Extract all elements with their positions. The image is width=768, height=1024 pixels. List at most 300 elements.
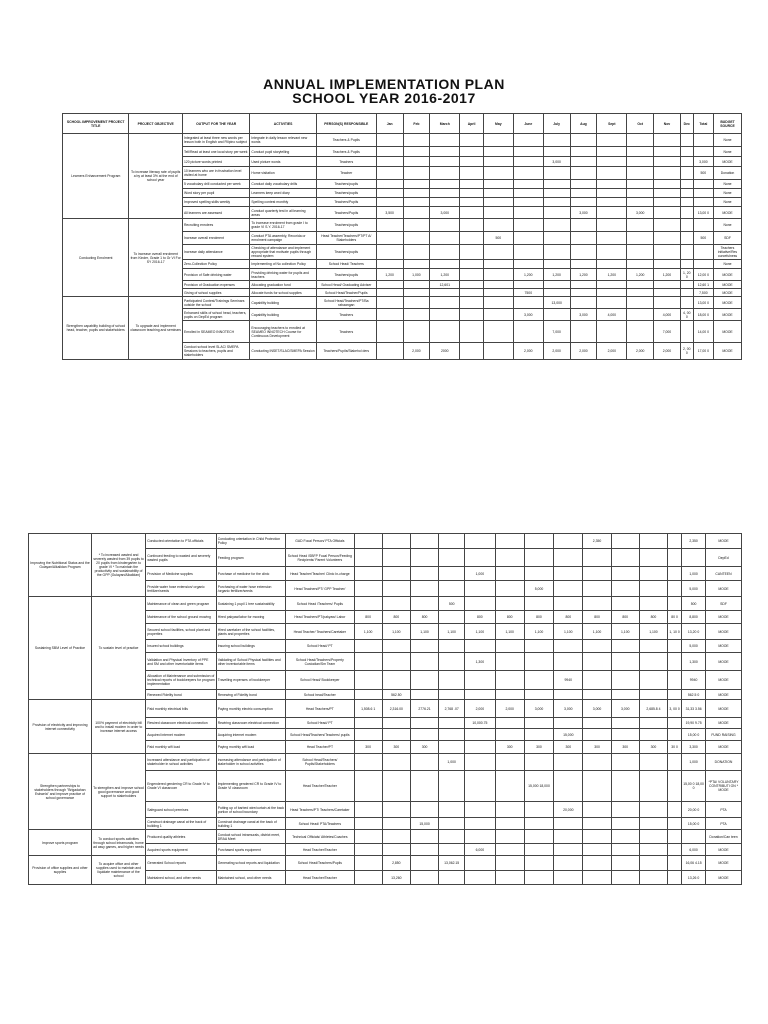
month-amount-cell — [570, 157, 597, 167]
month-amount-cell — [543, 232, 570, 245]
responsible-cell: Teachers/pupils — [316, 269, 376, 281]
month-amount-cell — [654, 297, 681, 309]
responsible-cell: School Head/Teachers/Property Custodian/Sm Team — [286, 653, 354, 671]
month-amount-cell — [668, 640, 682, 653]
month-amount-cell — [570, 260, 597, 269]
month-amount-cell: 1,300 — [465, 653, 495, 671]
month-amount-cell — [465, 830, 495, 844]
output-cell: Integrated at least three new words per lesson both in English and Filipino subject — [182, 134, 249, 147]
responsible-cell: School Head/ Graduating Adviser — [316, 281, 376, 289]
output-cell: Tell/Read at least one local story per week — [182, 147, 249, 157]
month-amount-cell: 30 0 — [668, 741, 682, 754]
activity-cell: Capability building — [250, 297, 316, 309]
month-amount-cell — [554, 844, 583, 856]
month-amount-cell — [668, 581, 682, 597]
responsible-cell: School head/Teacher — [286, 690, 354, 700]
column-header: June — [513, 114, 543, 134]
month-amount-cell — [597, 134, 627, 147]
month-amount-cell — [439, 534, 465, 549]
month-amount-cell — [597, 260, 627, 269]
total-cell: 3,300 — [682, 741, 706, 754]
month-amount-cell — [627, 309, 654, 321]
activity-cell: Conduct daily vocabulary drills — [250, 180, 316, 189]
month-amount-cell — [554, 549, 583, 567]
month-amount-cell — [483, 198, 513, 207]
month-amount-cell — [354, 856, 382, 871]
project-title-cell: Strengthen partnerships to stakeholders through "Brigadahan Eskwela" and improve practice of school governance — [29, 754, 92, 830]
month-amount-cell — [410, 754, 438, 771]
month-amount-cell — [611, 729, 639, 741]
month-amount-cell: 1, 10 0 — [668, 624, 682, 640]
month-amount-cell: 300 — [524, 741, 553, 754]
total-cell: 15,00 0 — [682, 729, 706, 741]
month-amount-cell — [495, 729, 524, 741]
month-amount-cell — [668, 534, 682, 549]
project-objective-cell: To increase literacy rate of pupils a by at least 3% at the end of school year — [129, 134, 183, 219]
month-amount-cell — [439, 690, 465, 700]
project-title-cell: Sustaining SBM Level of Practice — [29, 597, 92, 700]
month-amount-cell — [382, 671, 410, 690]
activity-cell: Conducting INSET/SLAC/SMEPA Session — [250, 343, 316, 360]
month-amount-cell — [554, 830, 583, 844]
responsible-cell: School Head/Teachers/Pupils — [286, 856, 354, 871]
month-amount-cell: 800 — [495, 611, 524, 624]
project-title-cell: Improve sports program — [29, 830, 92, 856]
month-amount-cell — [611, 856, 639, 871]
month-amount-cell — [654, 189, 681, 198]
month-amount-cell — [627, 167, 654, 180]
month-amount-cell — [611, 754, 639, 771]
project-objective-cell: To sustain level of practice — [91, 597, 145, 700]
month-amount-cell: 1,000 — [439, 754, 465, 771]
month-amount-cell: 2,685.8 4 — [639, 700, 667, 718]
month-amount-cell — [460, 219, 484, 232]
project-title-cell: Provision of office supplies and other supplies — [29, 856, 92, 885]
month-amount-cell — [465, 802, 495, 818]
month-amount-cell — [376, 219, 403, 232]
total-cell — [682, 830, 706, 844]
month-amount-cell — [430, 157, 460, 167]
month-amount-cell — [627, 281, 654, 289]
month-amount-cell — [382, 729, 410, 741]
month-amount-cell — [680, 289, 693, 297]
month-amount-cell — [403, 245, 430, 260]
month-amount-cell — [495, 771, 524, 802]
month-amount-cell — [513, 281, 543, 289]
month-amount-cell — [439, 802, 465, 818]
month-amount-cell: 3,000 — [543, 157, 570, 167]
activity-cell: Acquiring internet modem — [216, 729, 285, 741]
month-amount-cell — [668, 671, 682, 690]
column-header: Jan — [376, 114, 403, 134]
month-amount-cell: 80 0 — [668, 611, 682, 624]
month-amount-cell — [410, 856, 438, 871]
month-amount-cell — [680, 189, 693, 198]
month-amount-cell — [460, 269, 484, 281]
responsible-cell: School Head/ Bookkeeper — [286, 671, 354, 690]
column-header: Dec — [680, 114, 693, 134]
responsible-cell: School Head/ PTA/Teachers — [286, 818, 354, 830]
activity-cell: Generating school reports and liquidation — [216, 856, 285, 871]
month-amount-cell — [611, 844, 639, 856]
month-amount-cell: 3, 00 0 — [668, 700, 682, 718]
month-amount-cell — [597, 232, 627, 245]
month-amount-cell — [354, 653, 382, 671]
month-amount-cell — [583, 844, 611, 856]
month-amount-cell — [354, 597, 382, 611]
total-cell: 500 — [693, 232, 713, 245]
responsible-cell: School Head /SBFP Focal Person/Feeding Recipients/ Parent Volunteers — [286, 549, 354, 567]
month-amount-cell — [439, 830, 465, 844]
activity-cell: Providing drinking water for pupils and teachers — [250, 269, 316, 281]
total-cell: 6,000 — [682, 844, 706, 856]
month-amount-cell: 2,000 — [543, 343, 570, 360]
month-amount-cell — [410, 549, 438, 567]
month-amount-cell — [668, 856, 682, 871]
month-amount-cell — [554, 690, 583, 700]
month-amount-cell — [570, 281, 597, 289]
month-amount-cell — [495, 567, 524, 581]
month-amount-cell: 800 — [639, 611, 667, 624]
budget-source-cell: None — [714, 260, 742, 269]
output-cell: Generated School reports — [146, 856, 217, 871]
month-amount-cell — [410, 830, 438, 844]
project-objective-cell: To strengthen and improve school good governance and good support to stakeholders — [91, 754, 145, 830]
activity-cell: Conduct quarterly test in all learning areas — [250, 207, 316, 219]
output-cell: Provision of Safe drinking water — [182, 269, 249, 281]
total-cell: 8,800 — [682, 611, 706, 624]
month-amount-cell — [654, 245, 681, 260]
month-amount-cell — [430, 232, 460, 245]
activity-cell: To increase enrolment from grade I to grade VI S.Y. 2016-17 — [250, 219, 316, 232]
month-amount-cell — [354, 640, 382, 653]
budget-source-cell: MOOE — [706, 640, 742, 653]
month-amount-cell — [570, 232, 597, 245]
month-amount-cell — [543, 189, 570, 198]
project-title-cell: Improving the Nutritional Status and the Gulayan/Alkalidan Program — [29, 534, 92, 597]
month-amount-cell — [410, 581, 438, 597]
month-amount-cell — [439, 671, 465, 690]
month-amount-cell: 500 — [439, 597, 465, 611]
month-amount-cell — [597, 321, 627, 343]
month-amount-cell — [513, 321, 543, 343]
column-header: PERSON(S) RESPONSIBLE — [316, 114, 376, 134]
month-amount-cell — [680, 207, 693, 219]
month-amount-cell — [495, 671, 524, 690]
month-amount-cell — [583, 856, 611, 871]
month-amount-cell — [668, 871, 682, 885]
month-amount-cell — [668, 802, 682, 818]
month-amount-cell: 2,000 — [627, 343, 654, 360]
month-amount-cell — [410, 534, 438, 549]
output-cell: Recruiting enrolees — [182, 219, 249, 232]
activity-cell: Validating of School Physical facilities and other inventoriable items — [216, 653, 285, 671]
month-amount-cell: 1,100 — [410, 624, 438, 640]
output-cell: Enhanced skills of school head, teachers, pupils on DepEd program — [182, 309, 249, 321]
month-amount-cell — [554, 771, 583, 802]
month-amount-cell — [680, 198, 693, 207]
month-amount-cell — [570, 321, 597, 343]
budget-source-cell: MOOE — [714, 309, 742, 321]
month-amount-cell: 1,200 — [513, 269, 543, 281]
month-amount-cell — [439, 818, 465, 830]
total-cell: 5,000 — [682, 581, 706, 597]
month-amount-cell — [627, 157, 654, 167]
project-objective-cell: To upgrade and implement classroom teaching and seminars — [129, 297, 183, 360]
month-amount-cell — [376, 134, 403, 147]
budget-source-cell: MOOE — [706, 871, 742, 885]
month-amount-cell — [483, 189, 513, 198]
table-row — [29, 534, 742, 549]
total-cell: 5,000 — [682, 640, 706, 653]
month-amount-cell — [680, 167, 693, 180]
month-amount-cell — [483, 297, 513, 309]
month-amount-cell: 3,000 — [524, 700, 553, 718]
month-amount-cell — [524, 729, 553, 741]
month-amount-cell — [439, 771, 465, 802]
month-amount-cell: 300 — [354, 741, 382, 754]
budget-source-cell: MOOE — [714, 343, 742, 360]
project-objective-cell: 100% payment of electricity bill and to install modem in order to increase internet access — [91, 700, 145, 754]
month-amount-cell — [583, 830, 611, 844]
month-amount-cell — [465, 640, 495, 653]
month-amount-cell — [439, 741, 465, 754]
month-amount-cell: 6,000 — [465, 844, 495, 856]
month-amount-cell — [460, 289, 484, 297]
month-amount-cell — [680, 180, 693, 189]
total-cell: 13,00 0 — [693, 297, 713, 309]
month-amount-cell — [403, 147, 430, 157]
month-amount-cell — [460, 189, 484, 198]
budget-source-cell: MOOE — [706, 844, 742, 856]
responsible-cell: GAD Focal Person/ PTA Officials — [286, 534, 354, 549]
month-amount-cell — [524, 671, 553, 690]
budget-source-cell: Teachers initiative/Res ourcefulness — [714, 245, 742, 260]
total-cell — [693, 219, 713, 232]
month-amount-cell — [639, 597, 667, 611]
month-amount-cell — [382, 653, 410, 671]
month-amount-cell — [543, 207, 570, 219]
implementation-plan-table-1 — [62, 113, 742, 360]
month-amount-cell: 1,100 — [583, 624, 611, 640]
month-amount-cell — [639, 729, 667, 741]
month-amount-cell: 1,100 — [382, 624, 410, 640]
output-cell: Produced quality athletes — [146, 830, 217, 844]
month-amount-cell — [570, 297, 597, 309]
month-amount-cell — [354, 549, 382, 567]
activity-cell: Capability building — [250, 309, 316, 321]
month-amount-cell — [513, 207, 543, 219]
month-amount-cell — [570, 219, 597, 232]
month-amount-cell — [639, 671, 667, 690]
project-title-cell: Conducting Enrolment — [63, 219, 129, 297]
month-amount-cell — [654, 219, 681, 232]
responsible-cell: Teachers/pupils — [316, 245, 376, 260]
month-amount-cell — [376, 147, 403, 157]
doc-title: ANNUAL IMPLEMENTATION PLAN — [263, 76, 505, 92]
month-amount-cell: 2,350 — [583, 534, 611, 549]
month-amount-cell — [460, 232, 484, 245]
month-amount-cell — [495, 856, 524, 871]
month-amount-cell: 3,000 — [611, 700, 639, 718]
month-amount-cell — [554, 653, 583, 671]
month-amount-cell: 3,000 — [430, 207, 460, 219]
month-amount-cell: 2,000 — [403, 343, 430, 360]
month-amount-cell — [403, 180, 430, 189]
column-header: Nov — [654, 114, 681, 134]
output-cell: Provision of Medicine supplies — [146, 567, 217, 581]
month-amount-cell — [465, 690, 495, 700]
output-cell: Increased attendance and participation of stakeholder in school activities — [146, 754, 217, 771]
month-amount-cell — [410, 844, 438, 856]
column-header: Feb — [403, 114, 430, 134]
implementation-plan-table-2 — [28, 533, 742, 885]
month-amount-cell — [654, 147, 681, 157]
month-amount-cell — [403, 289, 430, 297]
month-amount-cell: 1,200 — [543, 269, 570, 281]
month-amount-cell — [483, 157, 513, 167]
total-cell: 3,000 — [693, 157, 713, 167]
month-amount-cell — [680, 147, 693, 157]
month-amount-cell — [354, 567, 382, 581]
month-amount-cell — [513, 260, 543, 269]
month-amount-cell: 2000 — [430, 343, 460, 360]
month-amount-cell — [611, 581, 639, 597]
month-amount-cell: 1,200 — [376, 269, 403, 281]
month-amount-cell — [543, 167, 570, 180]
output-cell: Maintenance of the school ground mowing — [146, 611, 217, 624]
month-amount-cell — [513, 180, 543, 189]
activity-cell: Purchase of medicine for the clinic — [216, 567, 285, 581]
month-amount-cell — [460, 281, 484, 289]
month-amount-cell — [495, 754, 524, 771]
month-amount-cell — [668, 597, 682, 611]
month-amount-cell — [465, 534, 495, 549]
month-amount-cell — [524, 754, 553, 771]
budget-source-cell: Donation/Can teen — [706, 830, 742, 844]
month-amount-cell — [627, 147, 654, 157]
month-amount-cell: 7500 — [513, 289, 543, 297]
column-header: Oct — [627, 114, 654, 134]
month-amount-cell — [376, 343, 403, 360]
month-amount-cell — [403, 219, 430, 232]
month-amount-cell — [460, 167, 484, 180]
month-amount-cell — [382, 844, 410, 856]
responsible-cell: Head Teacher/Teacher/ Clinic In-charge — [286, 567, 354, 581]
month-amount-cell — [554, 718, 583, 729]
month-amount-cell — [430, 134, 460, 147]
activity-cell: Conduct school intramurals, district meet, DRAA Meet — [216, 830, 285, 844]
month-amount-cell — [513, 134, 543, 147]
month-amount-cell — [583, 653, 611, 671]
month-amount-cell — [668, 653, 682, 671]
month-amount-cell — [376, 232, 403, 245]
output-cell: Safeguard school premises — [146, 802, 217, 818]
month-amount-cell — [680, 157, 693, 167]
month-amount-cell — [597, 180, 627, 189]
total-cell: 18,00 0 — [693, 309, 713, 321]
responsible-cell: Teachers/pupils — [316, 189, 376, 198]
month-amount-cell — [495, 818, 524, 830]
month-amount-cell: 3,000 — [570, 207, 597, 219]
month-amount-cell: 9940 — [554, 671, 583, 690]
month-amount-cell — [376, 309, 403, 321]
activity-cell: Conducting orientation in Child Protection Policy — [216, 534, 285, 549]
month-amount-cell: 2, 00 0 — [680, 343, 693, 360]
month-amount-cell — [382, 567, 410, 581]
activity-cell: Paying monthly electric consumption — [216, 700, 285, 718]
month-amount-cell — [627, 232, 654, 245]
month-amount-cell — [570, 289, 597, 297]
month-amount-cell — [382, 830, 410, 844]
month-amount-cell — [654, 134, 681, 147]
month-amount-cell — [410, 567, 438, 581]
output-cell: Zero-Collection Policy — [182, 260, 249, 269]
month-amount-cell: 300 — [583, 741, 611, 754]
month-amount-cell — [524, 802, 553, 818]
responsible-cell: Head Teacher/Teacher — [286, 871, 354, 885]
month-amount-cell: 15,000 — [410, 818, 438, 830]
month-amount-cell — [570, 198, 597, 207]
month-amount-cell — [460, 297, 484, 309]
month-amount-cell — [524, 567, 553, 581]
project-objective-cell: To increase overall enrolment from Kinder, Grade 1 to Gr VI For SY 2016-17 — [129, 219, 183, 297]
month-amount-cell — [543, 309, 570, 321]
month-amount-cell — [570, 245, 597, 260]
month-amount-cell — [382, 549, 410, 567]
budget-source-cell: MOOE — [714, 321, 742, 343]
total-cell: 2,350 — [682, 534, 706, 549]
month-amount-cell — [611, 818, 639, 830]
month-amount-cell — [554, 567, 583, 581]
month-amount-cell — [376, 157, 403, 167]
month-amount-cell — [611, 871, 639, 885]
month-amount-cell — [376, 189, 403, 198]
month-amount-cell — [483, 260, 513, 269]
activity-cell: Purchasing of water hose extension /organic fertilizer/seeds — [216, 581, 285, 597]
budget-source-cell: SDF — [714, 232, 742, 245]
month-amount-cell — [513, 147, 543, 157]
project-objective-cell: * To increased wasted and severely wasted from 39 pupils to 20 pupils from kindergarten to grade VI * To maintain the productivity and sustainability of the GPP (Gulayan/Alkalidan) — [91, 534, 145, 597]
month-amount-cell — [430, 167, 460, 180]
month-amount-cell — [597, 297, 627, 309]
column-header: April — [460, 114, 484, 134]
month-amount-cell — [382, 818, 410, 830]
column-header: SCHOOL IMPROVEMENT PROJECT TITLE — [63, 114, 129, 134]
output-cell: Conduct school level SLAC/ SMEPA Sessions to teachers, pupils and stakeholders — [182, 343, 249, 360]
output-cell: 120 picture words printed — [182, 157, 249, 167]
responsible-cell: School Head/Teacher/Pupils — [316, 289, 376, 297]
month-amount-cell — [639, 567, 667, 581]
activity-cell: Conduct PTA assembly, Recorida or enrolment campaign — [250, 232, 316, 245]
activity-cell: Feeding program — [216, 549, 285, 567]
budget-source-cell: FUND RAISING — [706, 729, 742, 741]
month-amount-cell: 1,200 — [627, 269, 654, 281]
month-amount-cell — [597, 289, 627, 297]
month-amount-cell — [668, 754, 682, 771]
month-amount-cell — [597, 157, 627, 167]
month-amount-cell — [376, 167, 403, 180]
total-cell: 17,00 0 — [693, 343, 713, 360]
month-amount-cell — [639, 718, 667, 729]
month-amount-cell — [543, 180, 570, 189]
activity-cell: Spelling contest monthly — [250, 198, 316, 207]
month-amount-cell: 500 — [483, 232, 513, 245]
month-amount-cell — [439, 729, 465, 741]
month-amount-cell — [382, 771, 410, 802]
output-cell: Engendered gendering CR to Grade IV to Grade VI classroom — [146, 771, 217, 802]
activity-cell: Construct drainage canal at the back of building 1 — [216, 818, 285, 830]
